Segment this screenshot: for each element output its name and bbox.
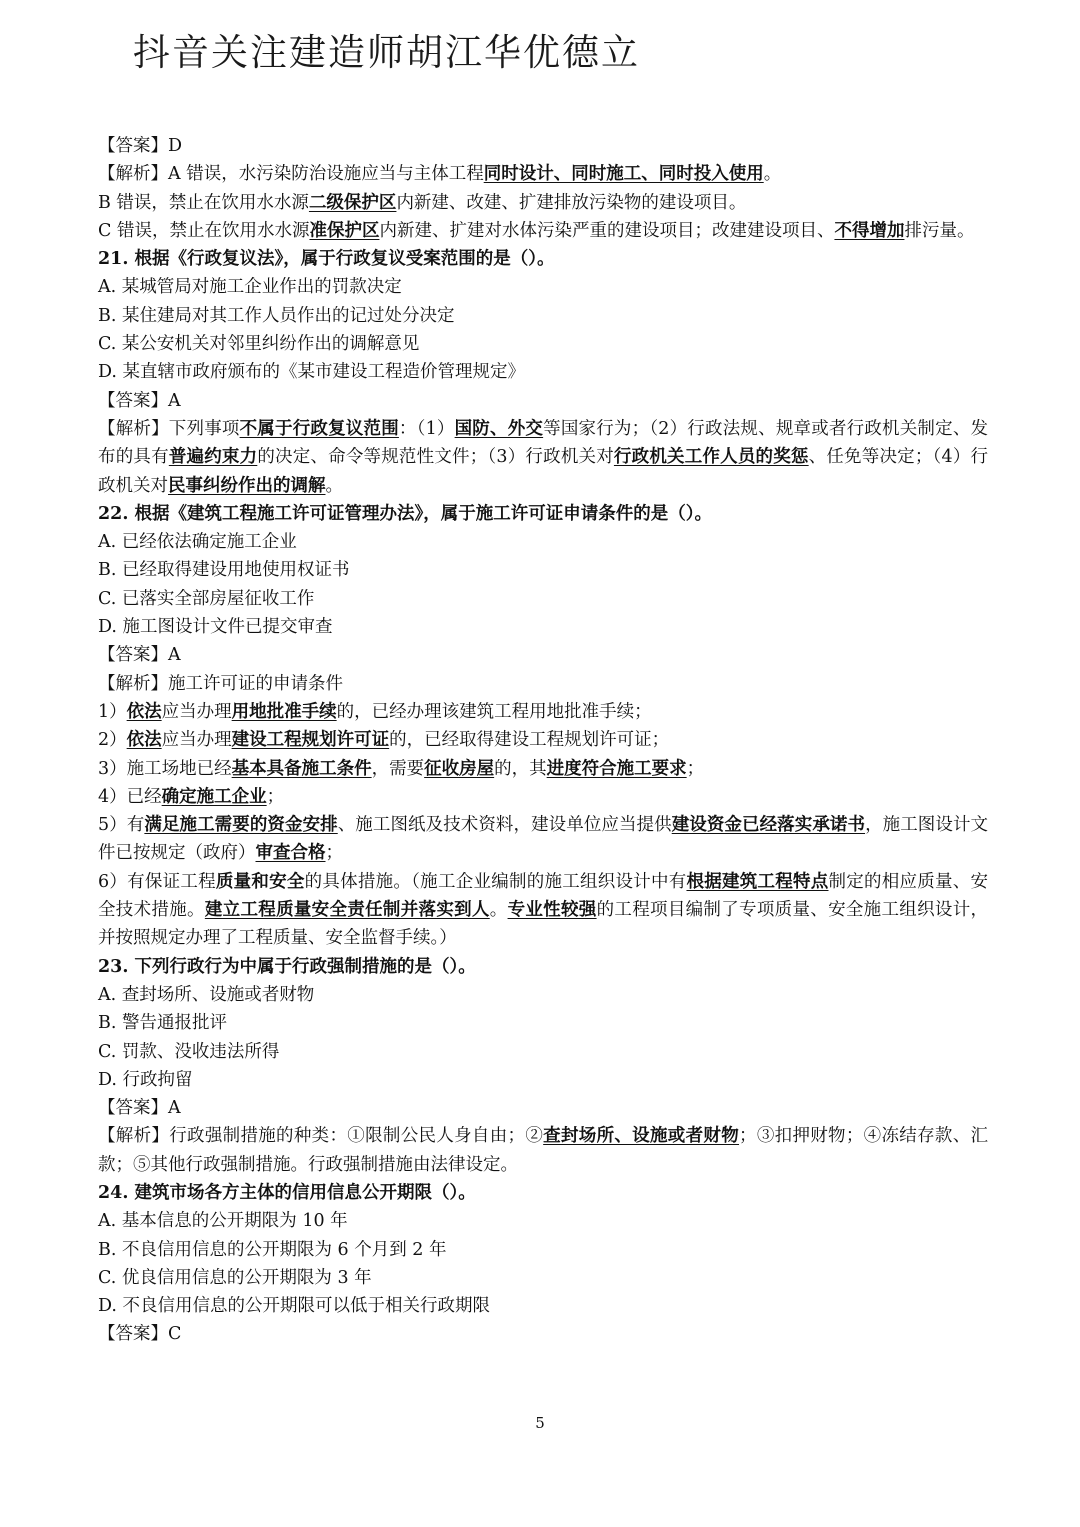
text-line <box>98 755 988 783</box>
text-line <box>98 330 988 358</box>
text-segment: 【答案】C <box>98 1324 182 1345</box>
text-line <box>98 1038 988 1066</box>
underlined-keyword: 满足施工需要的资金安排 <box>144 815 338 836</box>
underlined-keyword: 用地批准手续 <box>231 701 337 722</box>
text-segment: ，施工图设计文件已按规定（政府） <box>98 815 989 864</box>
text-segment: D. 不良信用信息的公开期限可以低于相关行政期限 <box>98 1296 491 1317</box>
text-line <box>98 670 988 698</box>
text-line <box>98 358 988 386</box>
text-line <box>98 1320 988 1348</box>
text-segment: 应当办理 <box>161 730 232 751</box>
page-header-title: 抖音关注建造师胡江华优德立 <box>133 31 640 74</box>
text-line <box>98 189 988 217</box>
text-line <box>98 556 988 584</box>
text-line <box>98 726 988 754</box>
underlined-keyword: 建设资金已经落实承诺书 <box>671 815 866 836</box>
text-line <box>98 783 988 811</box>
text-segment: 应当办理 <box>161 701 232 722</box>
text-line <box>98 1264 988 1292</box>
text-segment: ； <box>686 758 705 779</box>
text-segment: B 错误，禁止在饮用水水源 <box>98 192 309 213</box>
underlined-keyword: 建立工程质量安全责任制并落实到人 <box>204 900 490 921</box>
text-segment: 1） <box>98 701 127 722</box>
text-segment: B. 某住建局对其工作人员作出的记过处分决定 <box>98 305 455 326</box>
underlined-keyword: 确定施工企业 <box>161 786 267 807</box>
underlined-keyword: 不得增加 <box>834 220 905 241</box>
text-segment: 的，已经取得建设工程规划许可证； <box>389 730 670 751</box>
underlined-keyword: 进度符合施工要求 <box>546 758 687 779</box>
bold-keyword: 质量和安全 <box>215 871 305 892</box>
underlined-keyword: 查封场所、设施或者财物 <box>543 1126 740 1147</box>
text-line <box>98 868 988 953</box>
text-segment: 。 <box>763 164 782 185</box>
underlined-keyword: 审查合格 <box>255 843 326 864</box>
text-segment: 的具体措施。（施工企业编制的施工组织设计中有 <box>304 871 687 892</box>
document-body <box>98 132 988 1349</box>
text-segment: 排污量。 <box>904 220 975 241</box>
text-segment: ； <box>266 786 285 807</box>
text-segment: ：（1） <box>398 418 455 439</box>
underlined-keyword: 二级保护区 <box>308 192 397 213</box>
text-segment: 【答案】A <box>98 1098 181 1119</box>
text-segment: 。 <box>325 475 343 496</box>
text-segment: 【解析】下列事项 <box>98 418 240 439</box>
underlined-keyword: 依法 <box>126 730 162 751</box>
text-segment: 【答案】D <box>98 136 183 156</box>
text-line <box>98 273 988 301</box>
text-segment: 3）施工场地已经 <box>98 758 232 779</box>
text-line <box>98 1207 988 1235</box>
underlined-keyword: 根据建筑工程特点 <box>686 871 829 892</box>
text-segment: C. 已落实全部房屋征收工作 <box>98 588 315 609</box>
text-segment: A. 查封场所、设施或者财物 <box>98 984 315 1005</box>
text-line <box>98 217 988 245</box>
text-segment: 【答案】A <box>98 390 181 411</box>
underlined-keyword: 依法 <box>126 701 162 722</box>
underlined-keyword: 基本具备施工条件 <box>231 758 372 779</box>
text-segment: D. 行政拘留 <box>98 1069 193 1090</box>
underlined-keyword: 征收房屋 <box>424 758 495 779</box>
text-segment: 【解析】施工许可证的申请条件 <box>98 673 343 694</box>
underlined-keyword: 普遍约束力 <box>168 447 258 468</box>
text-segment: 【解析】A 错误，水污染防治设施应当与主体工程 <box>98 164 484 185</box>
text-segment: 、施工图纸及技术资料，建设单位应当提供 <box>337 815 672 836</box>
text-segment: 等国家行为；（2）行政法规、规章或者行政机关制定、发布的具有 <box>98 418 989 468</box>
text-segment: 2） <box>98 730 127 751</box>
text-segment: B. 不良信用信息的公开期限为 6 个月到 2 年 <box>98 1239 447 1260</box>
text-line <box>98 1009 988 1037</box>
underlined-keyword: 专业性较强 <box>507 900 597 921</box>
underlined-keyword: 准保护区 <box>309 220 380 241</box>
text-line <box>98 415 988 500</box>
text-line <box>98 1094 988 1122</box>
text-segment: 内新建、改建、扩建排放污染物的建设项目。 <box>396 192 747 213</box>
text-segment: 的，已经办理该建筑工程用地批准手续； <box>336 701 652 722</box>
question-line <box>98 245 988 273</box>
text-line <box>98 1122 988 1179</box>
text-segment: A. 基本信息的公开期限为 10 年 <box>98 1211 348 1232</box>
text-segment: D. 施工图设计文件已提交审查 <box>98 617 333 638</box>
text-segment: 的，其 <box>494 758 547 779</box>
underlined-keyword: 不属于行政复议范围 <box>239 418 399 439</box>
text-line <box>98 1236 988 1264</box>
text-segment: D. 某直辖市政府颁布的《某市建设工程造价管理规定》 <box>98 362 526 383</box>
question-line <box>98 1179 988 1207</box>
text-segment: B. 警告通报批评 <box>98 1013 227 1034</box>
text-line <box>98 981 988 1009</box>
text-segment: 制定的相应质量、安全技术措施。 <box>98 871 989 921</box>
text-segment: 23. 下列行政行为中属于行政强制措施的是（）。 <box>98 956 476 977</box>
text-segment: C. 某公安机关对邻里纠纷作出的调解意见 <box>98 334 420 355</box>
text-segment: 21. 根据《行政复议法》，属于行政复议受案范围的是（）。 <box>98 249 555 270</box>
text-segment: 、任免等决定；（4）行政机关对 <box>98 447 989 496</box>
text-segment: 5）有 <box>98 815 145 836</box>
page-number: 5 <box>535 1414 545 1432</box>
text-line <box>98 585 988 613</box>
text-segment: 24. 建筑市场各方主体的信用信息公开期限（）。 <box>98 1182 476 1203</box>
question-line <box>98 953 988 981</box>
text-segment: 22. 根据《建筑工程施工许可证管理办法》，属于施工许可证申请条件的是（）。 <box>98 503 713 524</box>
text-line <box>98 613 988 641</box>
text-segment: 内新建、扩建对水体污染严重的建设项目；改建建设项目、 <box>379 220 835 241</box>
text-segment: ，需要 <box>371 758 425 779</box>
underlined-keyword: 行政机关工作人员的奖惩 <box>613 447 809 468</box>
text-segment: 4）已经 <box>98 786 162 807</box>
text-segment: 6）有保证工程 <box>98 871 216 892</box>
text-line <box>98 698 988 726</box>
question-line <box>98 500 988 528</box>
text-line <box>98 132 988 160</box>
text-segment: ；③扣押财物；④冻结存款、汇款；⑤其他行政强制措施。行政强制措施由法律设定。 <box>98 1126 989 1175</box>
text-line <box>98 528 988 556</box>
text-segment: B. 已经取得建设用地使用权证书 <box>98 560 350 581</box>
text-line <box>98 1066 988 1094</box>
text-line <box>98 387 988 415</box>
text-segment: 【解析】行政强制措施的种类：①限制公民人身自由；② <box>98 1126 544 1147</box>
text-segment: C. 罚款、没收违法所得 <box>98 1041 280 1062</box>
underlined-keyword: 民事纠纷作出的调解 <box>168 475 326 496</box>
text-segment: A. 已经依法确定施工企业 <box>98 532 297 553</box>
text-segment: C. 优良信用信息的公开期限为 3 年 <box>98 1267 372 1288</box>
text-line <box>98 1292 988 1320</box>
text-line <box>98 302 988 330</box>
underlined-keyword: 同时设计、同时施工、同时投入使用 <box>483 164 764 185</box>
text-segment: 的决定、命令等规范性文件；（3）行政机关对 <box>257 447 614 468</box>
underlined-keyword: 国防、外交 <box>454 418 544 439</box>
text-segment: 。 <box>489 900 508 921</box>
text-segment: C 错误，禁止在饮用水水源 <box>98 220 310 241</box>
text-line <box>98 811 988 868</box>
text-line <box>98 160 988 188</box>
underlined-keyword: 建设工程规划许可证 <box>231 730 390 751</box>
text-segment: A. 某城管局对施工企业作出的罚款决定 <box>98 277 402 298</box>
text-segment: 的工程项目编制了专项质量、安全施工组织设计，并按照规定办理了工程质量、安全监督手续。） <box>98 900 989 949</box>
text-segment: ； <box>325 843 343 864</box>
text-segment: 【答案】A <box>98 645 181 666</box>
text-line <box>98 641 988 669</box>
